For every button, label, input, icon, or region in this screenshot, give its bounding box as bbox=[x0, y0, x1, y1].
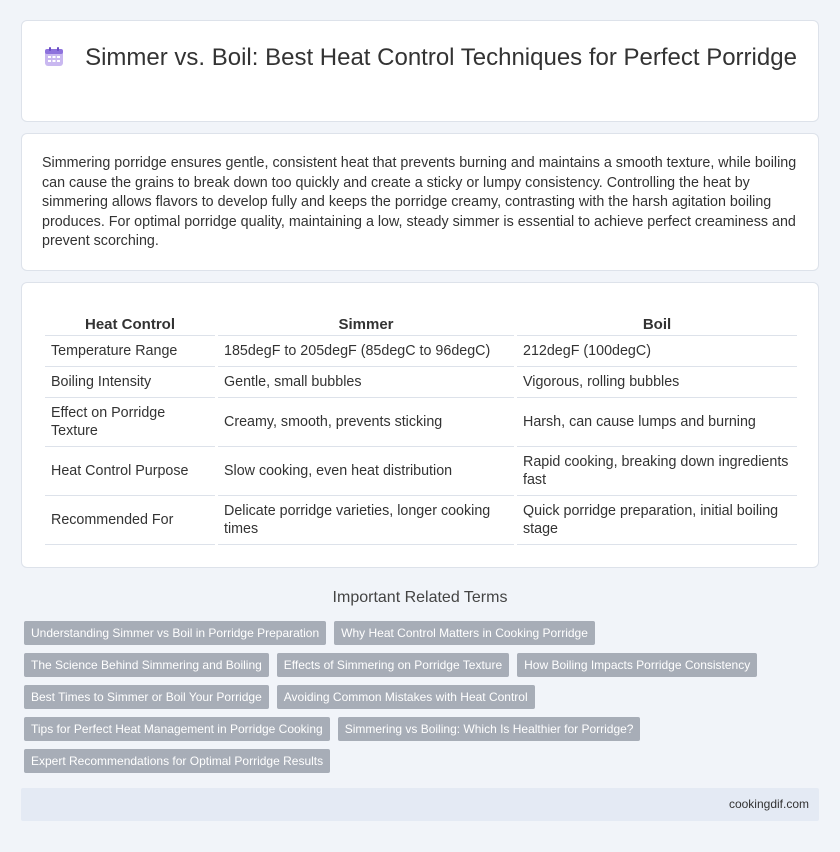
table-cell: Effect on Porridge Texture bbox=[45, 398, 215, 447]
table-row bbox=[45, 496, 797, 545]
table-cell: Rapid cooking, breaking down ingredients fast bbox=[517, 447, 797, 496]
table-cell: Quick porridge preparation, initial boiling stage bbox=[517, 496, 797, 545]
page-title-wrap bbox=[22, 43, 818, 72]
related-term-tag[interactable]: Best Times to Simmer or Boil Your Porridge bbox=[24, 685, 269, 709]
table-cell: Harsh, can cause lumps and burning bbox=[517, 398, 797, 447]
intro-card bbox=[21, 133, 819, 271]
comparison-table-card bbox=[21, 282, 819, 568]
table-header-row bbox=[45, 314, 797, 336]
table-cell: 212degF (100degC) bbox=[517, 336, 797, 367]
table-cell: Heat Control Purpose bbox=[45, 447, 215, 496]
table-cell: 185degF to 205degF (85degC to 96degC) bbox=[218, 336, 514, 367]
related-term-tag[interactable]: Avoiding Common Mistakes with Heat Control bbox=[277, 685, 535, 709]
related-term-tag[interactable]: Effects of Simmering on Porridge Texture bbox=[277, 653, 509, 677]
page-title: Simmer vs. Boil: Best Heat Control Techniques for Perfect Porridge bbox=[85, 44, 797, 71]
table-cell: Recommended For bbox=[45, 496, 215, 545]
related-term-tag[interactable]: Expert Recommendations for Optimal Porridge Results bbox=[24, 749, 330, 773]
table-row bbox=[45, 367, 797, 398]
table-row bbox=[45, 447, 797, 496]
related-term-tag[interactable]: Simmering vs Boiling: Which Is Healthier for Porridge? bbox=[338, 717, 641, 741]
table-row bbox=[45, 398, 797, 447]
table-row bbox=[45, 336, 797, 367]
table-cell: Slow cooking, even heat distribution bbox=[218, 447, 514, 496]
table-header-cell: Simmer bbox=[218, 314, 514, 336]
header-card bbox=[21, 20, 819, 122]
related-term-tag[interactable]: Why Heat Control Matters in Cooking Porridge bbox=[334, 621, 595, 645]
table-cell: Temperature Range bbox=[45, 336, 215, 367]
table-header-cell: Boil bbox=[517, 314, 797, 336]
table-header-cell: Heat Control bbox=[45, 314, 215, 336]
related-term-tag[interactable]: The Science Behind Simmering and Boiling bbox=[24, 653, 269, 677]
related-terms-list bbox=[24, 621, 804, 781]
table-cell: Vigorous, rolling bubbles bbox=[517, 367, 797, 398]
table-cell: Delicate porridge varieties, longer cooking times bbox=[218, 496, 514, 545]
calendar-icon bbox=[43, 46, 65, 68]
table-cell: Creamy, smooth, prevents sticking bbox=[218, 398, 514, 447]
table-cell: Gentle, small bubbles bbox=[218, 367, 514, 398]
intro-paragraph: Simmering porridge ensures gentle, consistent heat that prevents burning and maintains a smooth texture, while boiling can cause the grains to break down too quickly and create a sticky or lumpy consistency. Controlling the heat by simmering allows flavors to develop fully and keeps the porridge creamy, contrasting with the harsh agitation boiling produces. For optimal porridge quality, maintaining a low, steady simmer is essential to achieve perfect creaminess and prevent scorching. bbox=[42, 155, 797, 249]
related-terms-title: Important Related Terms bbox=[332, 589, 508, 606]
table-cell: Boiling Intensity bbox=[45, 367, 215, 398]
footer-bar bbox=[21, 788, 819, 821]
related-term-tag[interactable]: Understanding Simmer vs Boil in Porridge Preparation bbox=[24, 621, 326, 645]
footer-site-link[interactable]: cookingdif.com bbox=[728, 797, 809, 811]
related-term-tag[interactable]: How Boiling Impacts Porridge Consistency bbox=[517, 653, 757, 677]
comparison-table bbox=[42, 314, 800, 545]
related-term-tag[interactable]: Tips for Perfect Heat Management in Porridge Cooking bbox=[24, 717, 330, 741]
